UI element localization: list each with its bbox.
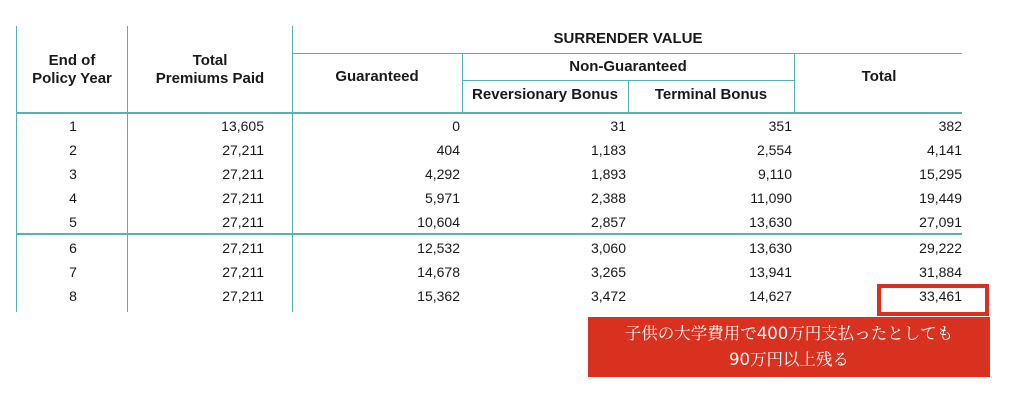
cell-premiums: 13,605: [221, 118, 264, 134]
header-guaranteed: Guaranteed: [335, 68, 419, 85]
cell-year: 7: [69, 264, 77, 280]
divider-reversionary-terminal: [628, 80, 629, 112]
cell-terminal: 2,554: [756, 142, 792, 158]
table-row: [0, 210, 1024, 234]
table-row: [0, 186, 1024, 210]
header-total-premiums-paid-line2: Premiums Paid: [155, 70, 265, 87]
cell-reversionary: 3,265: [590, 264, 626, 280]
cell-terminal: 351: [768, 118, 792, 134]
divider-nonguaranteed-total: [794, 53, 795, 112]
cell-reversionary: 3,060: [590, 240, 626, 256]
cell-year: 1: [69, 118, 77, 134]
annotation-banner: [588, 317, 990, 377]
header-reversionary-bonus: Reversionary Bonus: [472, 86, 618, 103]
header-total-premiums-paid-line1: Total: [192, 52, 228, 69]
cell-premiums: 27,211: [222, 240, 264, 256]
cell-year: 3: [69, 166, 77, 182]
cell-reversionary: 1,893: [590, 166, 626, 182]
rule-under-surrender-value: [292, 53, 962, 54]
cell-total: 27,091: [919, 214, 962, 230]
cell-guaranteed: 12,532: [417, 240, 460, 256]
cell-total: 31,884: [919, 264, 962, 280]
cell-terminal: 13,630: [749, 240, 792, 256]
cell-premiums: 27,211: [222, 264, 264, 280]
cell-reversionary: 1,183: [590, 142, 626, 158]
cell-terminal: 11,090: [750, 190, 792, 206]
cell-guaranteed: 404: [436, 142, 460, 158]
cell-terminal: 13,941: [749, 264, 792, 280]
divider-guaranteed-nonguaranteed: [462, 53, 463, 112]
cell-terminal: 13,630: [749, 214, 792, 230]
cell-guaranteed: 0: [452, 118, 460, 134]
cell-year: 6: [69, 240, 77, 256]
cell-premiums: 27,211: [222, 190, 264, 206]
cell-guaranteed: 15,362: [417, 288, 460, 304]
cell-year: 4: [69, 190, 77, 206]
cell-guaranteed: 5,971: [424, 190, 460, 206]
annotation-line2: 90万円以上残る: [729, 350, 849, 369]
cell-guaranteed: 10,604: [417, 214, 460, 230]
cell-terminal: 14,627: [749, 288, 792, 304]
table-row: [0, 138, 1024, 162]
cell-year: 2: [69, 142, 77, 158]
table-row: [0, 114, 1024, 138]
header-total-premiums-paid: [130, 52, 290, 88]
cell-reversionary: 3,472: [590, 288, 626, 304]
cell-year: 5: [69, 214, 77, 230]
cell-year: 8: [69, 288, 77, 304]
cell-guaranteed: 4,292: [424, 166, 460, 182]
cell-total: 15,295: [919, 166, 962, 182]
annotation-line1: 子供の大学費用で400万円支払ったとしても: [624, 324, 954, 343]
cell-guaranteed: 14,678: [417, 264, 460, 280]
cell-reversionary: 31: [610, 118, 626, 134]
table-row: [0, 284, 1024, 308]
header-surrender-value: SURRENDER VALUE: [553, 30, 703, 47]
highlight-box-year8-total: [877, 284, 989, 316]
table-row: [0, 236, 1024, 260]
header-end-of-policy-year-line1: End of: [48, 52, 96, 69]
table-row: [0, 260, 1024, 284]
cell-total: 29,222: [919, 240, 962, 256]
cell-total: 33,461: [919, 288, 962, 304]
rule-under-non-guaranteed: [462, 80, 794, 81]
header-total: Total: [861, 68, 897, 85]
header-end-of-policy-year-line2: Policy Year: [32, 70, 112, 87]
table-row: [0, 162, 1024, 186]
header-end-of-policy-year: [18, 52, 126, 88]
cell-total: 19,449: [919, 190, 962, 206]
header-terminal-bonus: Terminal Bonus: [654, 86, 768, 103]
cell-premiums: 27,211: [222, 288, 264, 304]
cell-reversionary: 2,857: [590, 214, 626, 230]
cell-reversionary: 2,388: [590, 190, 626, 206]
cell-premiums: 27,211: [222, 142, 264, 158]
header-non-guaranteed: Non-Guaranteed: [569, 58, 687, 75]
cell-premiums: 27,211: [222, 214, 264, 230]
cell-terminal: 9,110: [758, 166, 792, 182]
cell-total: 382: [938, 118, 962, 134]
cell-total: 4,141: [926, 142, 962, 158]
cell-premiums: 27,211: [222, 166, 264, 182]
